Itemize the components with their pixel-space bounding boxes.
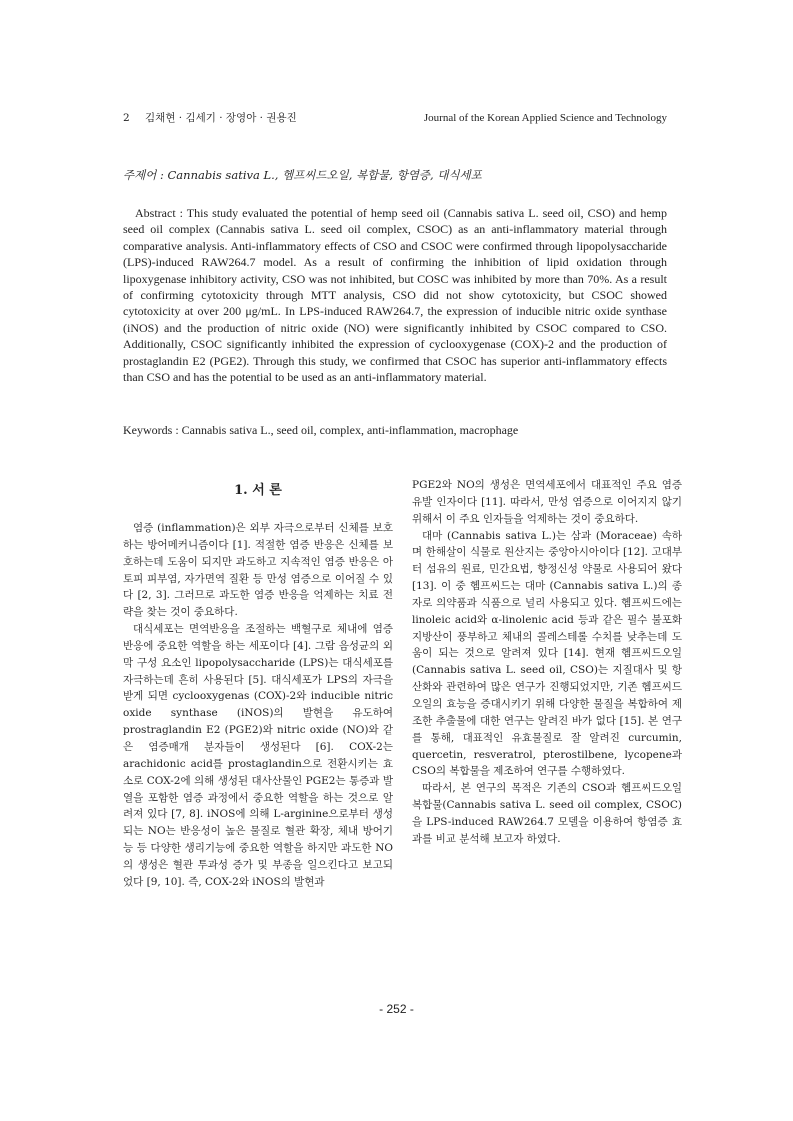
section-title: 1. 서 론: [234, 483, 282, 498]
abstract: Abstract : This study evaluated the potential of hemp seed oil (Cannabis sativa L. seed oil, CSO) and hemp seed oil complex (Cannabis sativa L. seed oil complex, CSOC) as an anti-inflammatory material through comparative analysis. Anti-inflammatory effects of CSO and CSOC were confirmed through lipopolysaccharide (LPS)-induced RAW264.7 model. As a result of confirming the inhibition of lipid oxidation through lipoxygenase inhibitory activity, CSO was not inhibited, but COSC was inhibited by more than 70%. As a result of confirming cytotoxicity through MTT analysis, CSO did not show cytotoxicity, but CSOC showed cytotoxicity at over 200 μg/mL. In LPS-induced RAW264.7, the expression of inducible nitric oxide synthase (iNOS) and the production of nitric oxide (NO) were significantly inhibited by CSOC compared to CSO. Additionally, CSOC significantly inhibited the expression of cyclooxygenase (COX)-2 and the production of prostaglandin E2 (PGE2). Through this study, we confirmed that CSOC has superior anti-inflammatory effects than CSO and has the potential to be used as an anti-inflammatory material.: [123, 206, 667, 385]
paragraph: 대마 (Cannabis sativa L.)는 삼과 (Moraceae) 속하며 한해살이 식물로 원산지는 중앙아시아이다 [12]. 고대부터 섬유의 원료, 민간요법, 향정신성 약물로 사용되어 왔다 [13]. 이 중 헴프씨드는 대마 (Cannabis sativa L.)의 종자로 의약품과 식품으로 널리 사용되고 있다. 헴프씨드에는 linoleic acid와 α-linolenic acid 등과 같은 필수 불포화지방산이 풍부하고 체내의 콜레스테롤 수치를 낮추는데 도움이 되는 것으로 알려져 있다 [14]. 현재 헴프씨드오일 (Cannabis sativa L. seed oil, CSO)는 지질대사 및 항산화와 관련하여 많은 연구가 진행되었지만, 기존 헴프씨드오일의 효능을 증대시키기 위해 다양한 물질을 복합하여 제조한 추출물에 대한 연구는 알려진 바가 없다 [15]. 본 연구를 통해, 대표적인 유효물질로 잘 알려진 curcumin, quercetin, resveratrol, pterostilbene, lycopene과 CSO의 복합물을 제조하여 연구를 수행하였다.: [412, 529, 682, 778]
right-column: [412, 477, 682, 848]
paragraph: PGE2와 NO의 생성은 면역세포에서 대표적인 주요 염증유발 인자이다 [11]. 따라서, 만성 염증으로 이어지지 않기 위해서 이 주요 인자들을 억제하는 것이 중요하다.: [412, 479, 682, 525]
header-journal: Journal of the Korean Applied Science and Technology: [423, 112, 667, 124]
header-authors: 김채현 · 김세기 · 장영아 · 권용진: [145, 112, 297, 124]
english-keywords: Keywords : Cannabis sativa L., seed oil, complex, anti-inflammation, macrophage: [123, 423, 519, 437]
paragraph: 대식세포는 면역반응을 조절하는 백혈구로 체내에 염증반응에 중요한 역할을 하는 세포이다 [4]. 그람 음성균의 외막 구성 요소인 lipopolysaccharide (LPS)는 대식세포를 자극하는데 흔히 사용된다 [5]. 대식세포가 LPS의 자극을 받게 되면 cyclooxygenas (COX)-2와 inducible nitric oxide synthase (iNOS)의 발현을 유도하여 prostraglandin E2 (PGE2)와 nitric oxide (NO)와 같은 염증매개 분자들이 생성된다 [6]. COX-2는 arachidonic acid를 prostaglandin으로 전환시키는 효소로 COX-2에 의해 생성된 대사산물인 PGE2는 통증과 발열을 포함한 염증 과정에서 중요한 역할을 하는 것으로 알려져 있다 [7, 8]. iNOS에 의해 L-arginine으로부터 생성되는 NO는 반응성이 높은 물질로 혈관 확장, 체내 방어기능 등 다양한 생리기능에 중요한 역할을 하지만 과도한 NO의 생성은 혈관 투과성 증가 및 부종을 일으킨다고 보고되었다 [9, 10]. 즉, COX-2와 iNOS의 발현과: [123, 623, 393, 888]
header-page-number: 2: [123, 112, 130, 124]
running-header: [123, 110, 667, 126]
header-left: [123, 110, 297, 126]
left-column: [123, 482, 393, 891]
paragraph: 따라서, 본 연구의 목적은 기존의 CSO과 헴프씨드오일 복합물(Cannabis sativa L. seed oil complex, CSOC)을 LPS-induced RAW264.7 모델을 이용하여 항염증 효과를 비교 분석해 보고자 하였다.: [412, 782, 682, 845]
paragraph: 염증 (inflammation)은 외부 자극으로부터 신체를 보호하는 방어메커니즘이다 [1]. 적절한 염증 반응은 신체를 보호하는데 도움이 되지만 과도하고 지속적인 염증 반응은 아토피 피부염, 자가면역 질환 등 만성 염증으로 이어질 수 있다 [2, 3]. 그러므로 과도한 염증 반응을 억제하는 치료 전략을 찾는 것이 중요하다.: [123, 522, 393, 619]
korean-keywords: 주제어 : Cannabis sativa L., 헴프씨드오일, 복합물, 항염증, 대식세포: [123, 168, 482, 182]
page-footer: - 252 -: [379, 1002, 414, 1016]
